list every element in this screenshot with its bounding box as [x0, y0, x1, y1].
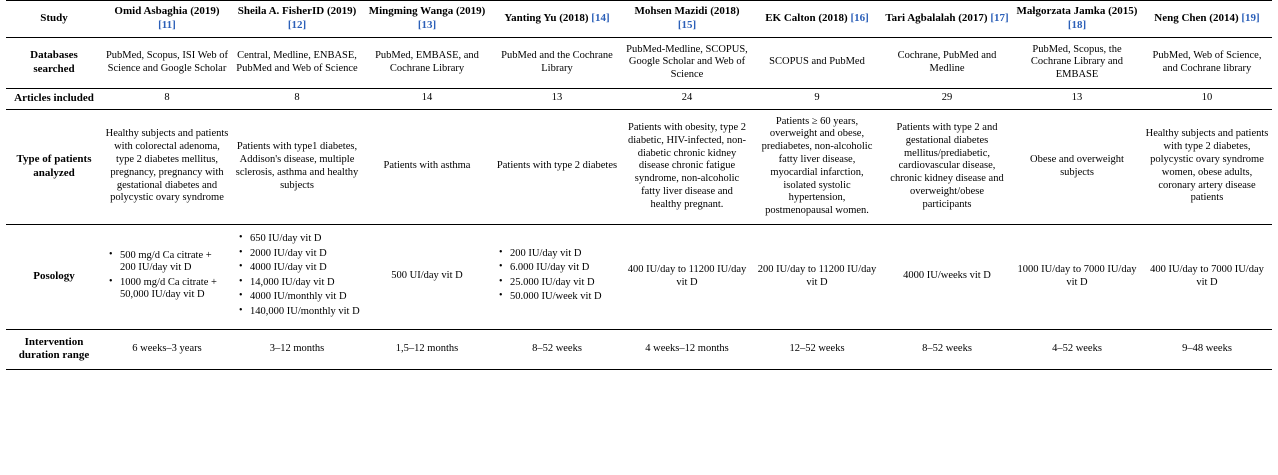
header-column-8: [1142, 1, 1272, 38]
duration-cell-5: 12–52 weeks: [752, 329, 882, 370]
study-ref-3[interactable]: [14]: [591, 11, 610, 24]
databases-cell-5: SCOPUS and PubMed: [752, 37, 882, 88]
duration-cell-2: 1,5–12 months: [362, 329, 492, 370]
header-column-4: [622, 1, 752, 38]
posology-item-1-2: • 4000 IU/day vit D: [250, 262, 360, 275]
posology-cell-5: 200 IU/day to 11200 IU/day vit D: [752, 225, 882, 330]
study-ref-7[interactable]: [18]: [1067, 18, 1087, 31]
study-ref-5[interactable]: [16]: [850, 11, 869, 24]
study-name-3: Yanting Yu (2018): [504, 11, 589, 24]
posology-item-1-0: • 650 IU/day vit D: [250, 233, 360, 246]
posology-item-0-1: • 1000 mg/d Ca citrate + 50,000 IU/day vit D: [120, 277, 230, 302]
posology-item-3-1: • 6.000 IU/day vit D: [510, 262, 620, 275]
articles-cell-4: 24: [622, 88, 752, 109]
posology-cell-1: [232, 225, 362, 330]
duration-cell-1: 3–12 months: [232, 329, 362, 370]
articles-cell-6: 29: [882, 88, 1012, 109]
header-column-7: [1012, 1, 1142, 38]
posology-list-1: [236, 233, 360, 319]
study-ref-0[interactable]: [11]: [158, 18, 176, 31]
row-label-articles: Articles included: [6, 88, 102, 109]
patients-cell-8: Healthy subjects and patients with type 2 diabetes, polycystic ovary syndrome women, obese adults, coronary artery disease patients: [1142, 109, 1272, 224]
header-study: Study: [6, 1, 102, 38]
study-name-5: EK Calton (2018): [765, 11, 848, 24]
posology-list-3: [496, 248, 620, 304]
posology-list-0: [106, 250, 230, 302]
patients-cell-2: Patients with asthma: [362, 109, 492, 224]
study-name-6: Tari Agbalalah (2017): [885, 11, 988, 24]
study-name-0: Omid Asbaghia (2019): [114, 5, 220, 17]
posology-item-1-5: • 140,000 IU/monthly vit D: [250, 306, 360, 319]
posology-item-1-3: • 14,000 IU/day vit D: [250, 277, 360, 290]
posology-item-3-3: • 50.000 IU/week vit D: [510, 291, 620, 304]
articles-cell-3: 13: [492, 88, 622, 109]
study-ref-4[interactable]: [15]: [677, 18, 697, 31]
header-column-3: [492, 1, 622, 38]
row-label-duration: Intervention duration range: [6, 329, 102, 370]
duration-cell-6: 8–52 weeks: [882, 329, 1012, 370]
table-row-posology: [6, 225, 1272, 330]
patients-cell-0: Healthy subjects and patients with colorectal adenoma, type 2 diabetes mellitus, pregnancy, pregnancy with gestational diabetes and polycystic ovary syndrome: [102, 109, 232, 224]
posology-item-1-1: • 2000 IU/day vit D: [250, 248, 360, 261]
duration-cell-8: 9–48 weeks: [1142, 329, 1272, 370]
databases-cell-3: PubMed and the Cochrane Library: [492, 37, 622, 88]
posology-item-0-0: • 500 mg/d Ca citrate + 200 IU/day vit D: [120, 250, 230, 275]
header-column-2: [362, 1, 492, 38]
study-ref-6[interactable]: [17]: [990, 11, 1009, 24]
posology-cell-0: [102, 225, 232, 330]
duration-cell-0: 6 weeks–3 years: [102, 329, 232, 370]
posology-cell-4: 400 IU/day to 11200 IU/day vit D: [622, 225, 752, 330]
posology-item-3-0: • 200 IU/day vit D: [510, 248, 620, 261]
duration-cell-4: 4 weeks–12 months: [622, 329, 752, 370]
study-comparison-table: [6, 0, 1272, 370]
row-label-patients: Type of patients analyzed: [6, 109, 102, 224]
patients-cell-1: Patients with type1 diabetes, Addison's disease, multiple sclerosis, asthma and healthy subjects: [232, 109, 362, 224]
study-name-7: Małgorzata Jamka (2015): [1016, 5, 1138, 17]
posology-cell-7: 1000 IU/day to 7000 IU/day vit D: [1012, 225, 1142, 330]
databases-cell-2: PubMed, EMBASE, and Cochrane Library: [362, 37, 492, 88]
table-row-patients: [6, 109, 1272, 224]
articles-cell-1: 8: [232, 88, 362, 109]
header-column-0: [102, 1, 232, 38]
patients-cell-5: Patients ≥ 60 years, overweight and obese, prediabetes, non-alcoholic fatty liver disease, myocardial infarction, isolated systolic hypertension, postmenopausal women.: [752, 109, 882, 224]
posology-item-1-4: • 4000 IU/monthly vit D: [250, 291, 360, 304]
databases-cell-4: PubMed-Medline, SCOPUS, Google Scholar and Web of Science: [622, 37, 752, 88]
patients-cell-6: Patients with type 2 and gestational diabetes mellitus/prediabetic, cardiovascular disease, chronic kidney disease and overweight/obese participants: [882, 109, 1012, 224]
databases-cell-6: Cochrane, PubMed and Medline: [882, 37, 1012, 88]
study-ref-8[interactable]: [19]: [1241, 11, 1260, 24]
patients-cell-7: Obese and overweight subjects: [1012, 109, 1142, 224]
articles-cell-8: 10: [1142, 88, 1272, 109]
study-ref-2[interactable]: [13]: [417, 18, 437, 31]
databases-cell-1: Central, Medline, ENBASE, PubMed and Web of Science: [232, 37, 362, 88]
study-ref-1[interactable]: [12]: [287, 18, 307, 31]
row-label-databases: Databases searched: [6, 37, 102, 88]
posology-cell-6: 4000 IU/weeks vit D: [882, 225, 1012, 330]
row-label-posology: Posology: [6, 225, 102, 330]
articles-cell-2: 14: [362, 88, 492, 109]
header-column-1: [232, 1, 362, 38]
study-name-1: Sheila A. FisherID (2019): [237, 5, 357, 17]
articles-cell-0: 8: [102, 88, 232, 109]
patients-cell-4: Patients with obesity, type 2 diabetic, HIV-infected, non-diabetic chronic kidney disease chronic fatigue syndrome, non-alcoholic fatty liver disease and healthy pregnant.: [622, 109, 752, 224]
articles-cell-5: 9: [752, 88, 882, 109]
study-name-4: Mohsen Mazidi (2018): [634, 5, 740, 17]
databases-cell-0: PubMed, Scopus, ISI Web of Science and Google Scholar: [102, 37, 232, 88]
duration-cell-3: 8–52 weeks: [492, 329, 622, 370]
table-row-articles: [6, 88, 1272, 109]
articles-cell-7: 13: [1012, 88, 1142, 109]
posology-cell-8: 400 IU/day to 7000 IU/day vit D: [1142, 225, 1272, 330]
table-header-row: [6, 1, 1272, 38]
header-column-6: [882, 1, 1012, 38]
patients-cell-3: Patients with type 2 diabetes: [492, 109, 622, 224]
posology-item-3-2: • 25.000 IU/day vit D: [510, 277, 620, 290]
study-name-2: Mingming Wanga (2019): [368, 5, 486, 17]
posology-cell-2: 500 UI/day vit D: [362, 225, 492, 330]
posology-cell-3: [492, 225, 622, 330]
table-row-databases: [6, 37, 1272, 88]
table-row-duration: [6, 329, 1272, 370]
duration-cell-7: 4–52 weeks: [1012, 329, 1142, 370]
header-column-5: [752, 1, 882, 38]
databases-cell-8: PubMed, Web of Science, and Cochrane library: [1142, 37, 1272, 88]
databases-cell-7: PubMed, Scopus, the Cochrane Library and EMBASE: [1012, 37, 1142, 88]
study-name-8: Neng Chen (2014): [1154, 11, 1239, 24]
